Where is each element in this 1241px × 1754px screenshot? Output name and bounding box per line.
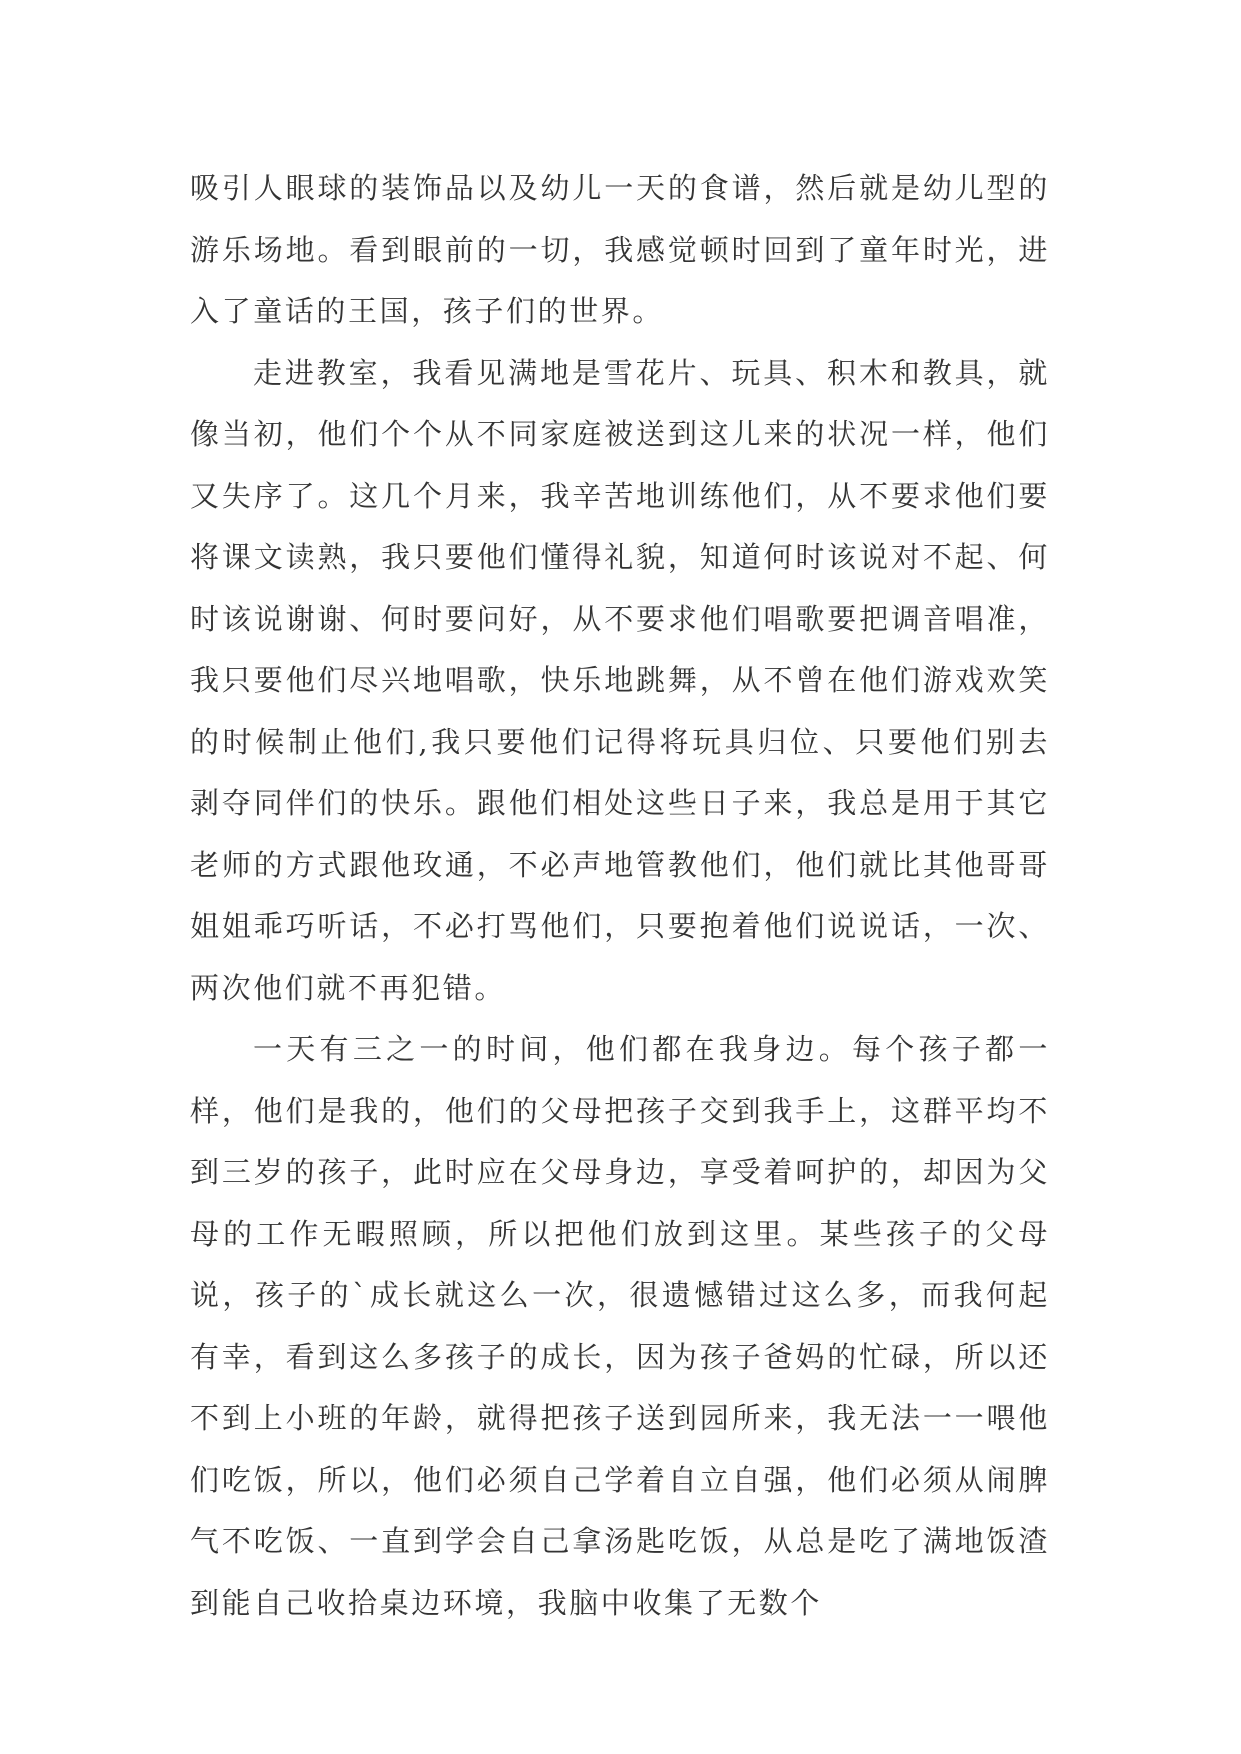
paragraph-3: 一天有三之一的时间，他们都在我身边。每个孩子都一样，他们是我的，他们的父母把孩子交到我手上，这群平均不到三岁的孩子，此时应在父母身边，享受着呵护的，却因为父母的工作无暇照顾，所以把他们放到这里。某些孩子的父母说，孩子的`成长就这么一次，很遗憾错过这么多，而我何起有幸，看到这么多孩子的成长，因为孩子爸妈的忙碌，所以还不到上小班的年龄，就得把孩子送到园所来，我无法一一喂他们吃饭，所以，他们必须自己学着自立自强，他们必须从闹脾气不吃饭、一直到学会自己拿汤匙吃饭，从总是吃了满地饭渣到能自己收拾桌边环境，我脑中收集了无数个 [190, 1032, 1050, 1620]
paragraph-1: 吸引人眼球的装饰品以及幼儿一天的食谱，然后就是幼儿型的游乐场地。看到眼前的一切，我感觉顿时回到了童年时光，进入了童话的王国，孩子们的世界。 [190, 171, 1050, 328]
paragraph-2: 走进教室，我看见满地是雪花片、玩具、积木和教具，就像当初，他们个个从不同家庭被送到这儿来的状况一样，他们又失序了。这几个月来，我辛苦地训练他们，从不要求他们要将课文读熟，我只要他们懂得礼貌，知道何时该说对不起、何时该说谢谢、何时要问好，从不要求他们唱歌要把调音唱准，我只要他们尽兴地唱歌，快乐地跳舞，从不曾在他们游戏欢笑的时候制止他们,我只要他们记得将玩具归位、只要他们别去剥夺同伴们的快乐。跟他们相处这些日子来，我总是用于其它老师的方式跟他玫通，不必声地管教他们，他们就比其他哥哥姐姐乖巧听话，不必打骂他们，只要抱着他们说说话，一次、两次他们就不再犯错。 [190, 355, 1050, 1005]
body-text [190, 158, 1050, 1634]
